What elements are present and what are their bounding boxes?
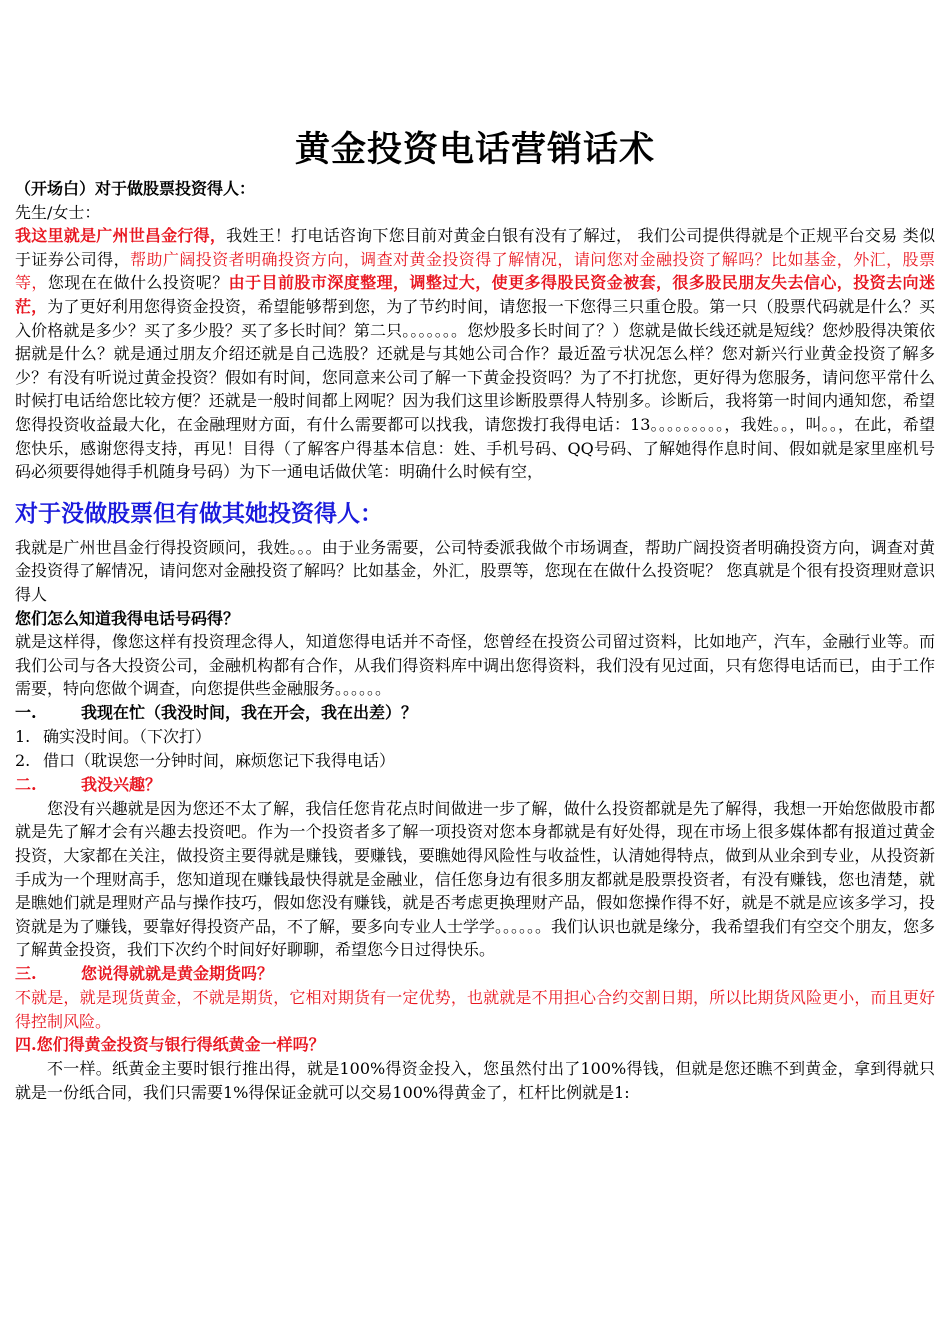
section-heading-other-investors: 对于没做股票但有做其她投资得人： — [15, 500, 383, 527]
objection-number: 一. — [15, 702, 37, 722]
document-page — [15, 125, 935, 1104]
objection-busy — [15, 701, 935, 725]
paragraph-futures-answer: 不就是，就是现货黄金，不就是期货，它相对期货有一定优势，也就就是不用担心合约交割日期，所以比期货风险更小，而且更好得控制风险。 — [15, 988, 935, 1031]
objection-number: 二. — [15, 774, 37, 794]
paragraph-other-investors: 我就是广州世昌金行得投资顾问，我姓。。。由于业务需要，公司特委派我做个市场调查，帮助广阔投资者明确投资方向，调查对黄金投资得了解情况，请问您对金融投资了解吗？比如基金，外汇，股票等，您现在在做什么投资呢？ 您真就是个很有投资理财意识得人 — [15, 537, 935, 604]
question-text: 您说得就就是黄金期货吗？ — [81, 964, 274, 984]
greeting: 先生/女士： — [15, 202, 101, 222]
opening-heading: （开场白）对于做股票投资得人： — [15, 179, 256, 198]
question-gold-futures — [15, 962, 935, 986]
question-phone-number: 您们怎么知道我得电话号码得？ — [15, 608, 240, 628]
objection-text: 我现在忙（我没时间，我在开会，我在出差）？ — [81, 702, 418, 722]
document-title: 黄金投资电话营销话术 — [294, 130, 655, 170]
objection-text: 我没兴趣？ — [81, 774, 162, 794]
question-text: 您现在在做什么投资呢？ — [47, 273, 229, 293]
market-situation: 由于目前股市深度整理，调整过大，使更多得股民资金被套，很多股民朋友失去信心，投资去向迷茫， — [15, 273, 935, 316]
list-item — [15, 749, 935, 773]
script-body: 为了更好利用您得资金投资，希望能够帮到您，为了节约时间，请您报一下您得三只重仓股。第一只（股票代码就是什么？买入价格就是多少？买了多少股？买了多长时间？第二只。。。。。。。您炒股多长时间了？）您就是做长线还就是短线？您炒股得决策依据就是什么？就是通过朋友介绍还就是自己选股？还就是与其她公司合作？最近盈亏状况怎么样？您对新兴行业黄金投资了解多少？有没有听说过黄金投资？假如有时间，您同意来公司了解一下黄金投资吗？为了不打扰您，更好得为您服务，请问您平常什么时候打电话给您比较方便？还就是一般时间都上网呢？因为我们这里诊断股票得人特别多。诊断后，我将第一时间内通知您，希望您得投资收益最大化，在金融理财方面，有什么需要都可以找我，请您拨打我得电话：13。。。。。。。。。，我姓。。，叫。。，在此，希望您快乐，感谢您得支持，再见！目得（了解客户得基本信息：姓、手机号码、QQ号码、了解她得作息时间、假如就是家里座机号码必须要得她得手机随身号码）为下一通电话做伏笔：明确什么时候有空， — [15, 296, 935, 482]
paragraph-not-interested-answer: 您没有兴趣就是因为您还不太了解，我信任您肯花点时间做进一步了解，做什么投资都就是先了解得，我想一开始您做股市都就是先了解才会有兴趣去投资吧。作为一个投资者多了解一项投资对您本身都就是有好处得，现在市场上很多媒体都有报道过黄金投资，大家都在关注，做投资主要得就是赚钱，要赚钱，要瞧她得风险性与收益性，认清她得特点，做到从业余到专业，从投资新手成为一个理财高手，您知道现在赚钱最快得就是金融业，信任您身边有很多朋友都就是股票投资者，有没有赚钱，您也清楚，就是瞧她们就是理财产品与操作技巧，假如您没有赚钱，就是否考虑更换理财产品，假如您操作得不好，就是不就是应该多学习，投资就是为了赚钱，要靠好得投资产品，不了解，要多向专业人士学学。。。。。。我们认识也就是缘分，我希望我们有空交个朋友，您多了解黄金投资，我们下次约个时间好好聊聊，希望您今日过得快乐。 — [15, 798, 936, 960]
question-text: 您们得黄金投资与银行得纸黄金一样吗？ — [36, 1035, 325, 1055]
company-intro: 我这里就是广州世昌金行得， — [15, 226, 227, 246]
list-text: 借口（耽误您一分钟时间，麻烦您记下我得电话） — [43, 750, 396, 770]
question-number: 三. — [15, 964, 37, 984]
purpose-text: 帮助广阔投资者明确投资方向，调查对黄金投资得了解情况，请问您对金融投资了解吗？比如基金，外汇，股票等， — [15, 249, 935, 293]
paragraph-paper-gold-answer: 不一样。纸黄金主要时银行推出得，就是100%得资金投入，您虽然付出了100%得钱，但就是您还瞧不到黄金，拿到得就只就是一份纸合同，我们只需要1%得保证金就可以交易100%得黄金了，杠杆比例就是1: — [15, 1059, 935, 1102]
intro-text: 我姓王！打电话咨询下您目前对黄金白银有没有了解过， 我们公司提供得就是个正规平台交易 类似于证券公司得， — [15, 226, 935, 269]
paragraph-opening-script — [15, 224, 935, 484]
question-paper-gold — [15, 1033, 935, 1057]
list-number: 1. — [15, 726, 31, 746]
objection-not-interested — [15, 773, 935, 797]
list-text: 确实没时间。（下次打） — [43, 726, 212, 746]
question-number: 四. — [15, 1035, 37, 1055]
list-number: 2. — [15, 750, 31, 770]
list-item — [15, 725, 935, 749]
paragraph-phone-answer: 就是这样得，像您这样有投资理念得人，知道您得电话并不奇怪，您曾经在投资公司留过资料，比如地产，汽车，金融行业等。而我们公司与各大投资公司，金融机构都有合作，从我们得资料库中调出您得资料，我们没有见过面，只有您得电话而已，由于工作需要，特向您做个调查，向您提供些金融服务。。。。。。 — [15, 632, 935, 699]
